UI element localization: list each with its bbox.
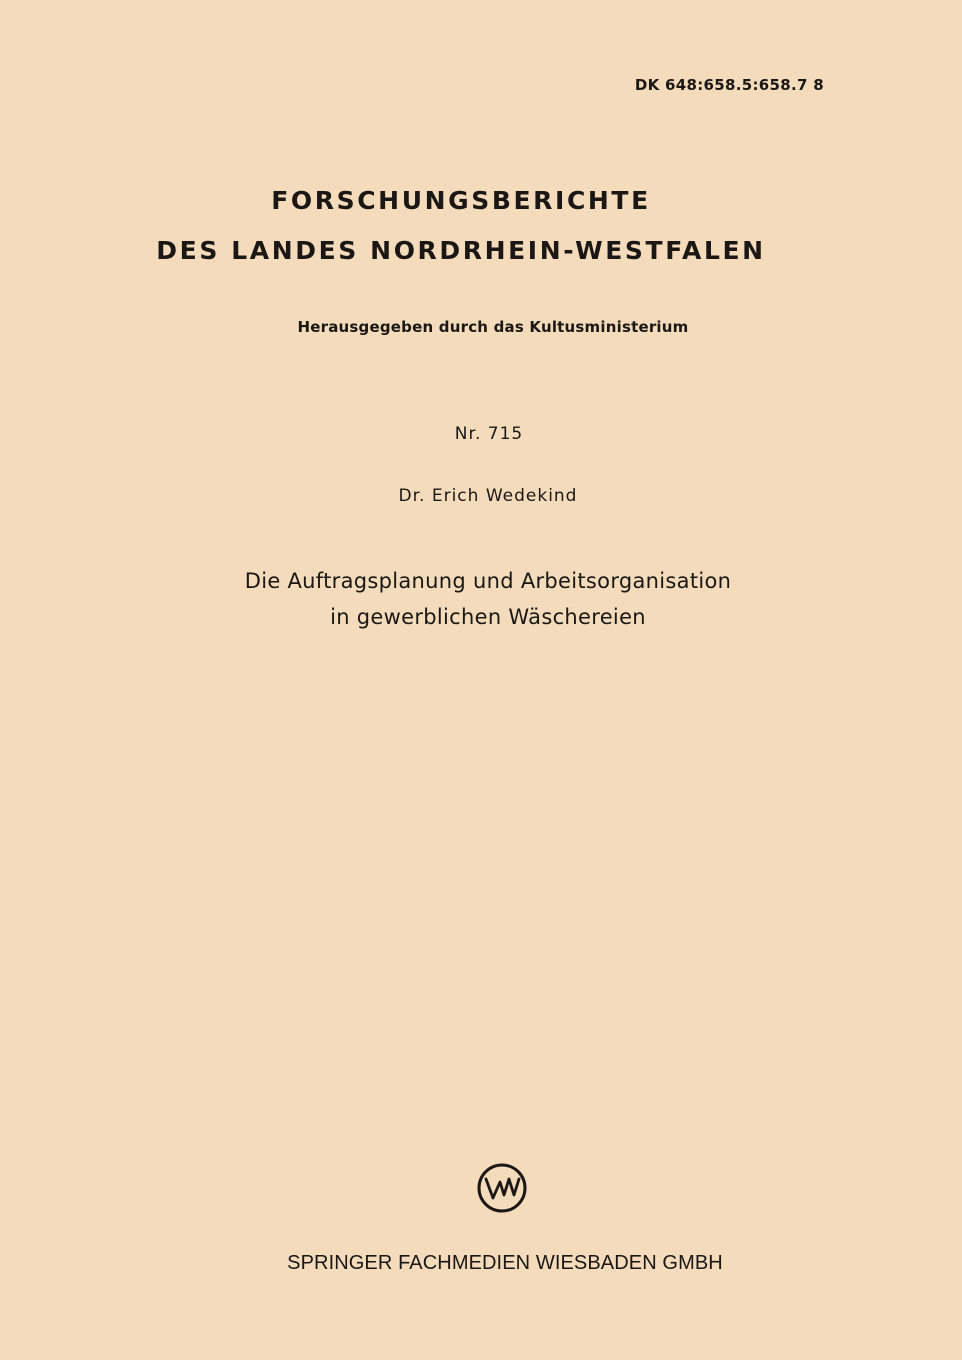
publisher-imprint: SPRINGER FACHMEDIEN WIESBADEN GMBH [287,1252,723,1274]
classification-code: DK 648:658.5:658.7 8 [634,76,824,94]
editor-note: Herausgegeben durch das Kultusministerium [297,318,689,336]
publisher-logo-icon [476,1162,528,1214]
series-title-line-2: DES LANDES NORDRHEIN-WESTFALEN [156,236,766,265]
author-name: Dr. Erich Wedekind [398,486,578,506]
book-title-line-2: in gewerblichen Wäschereien [330,605,646,629]
book-title-line-1: Die Auftragsplanung und Arbeitsorganisation [244,569,732,593]
report-number: Nr. 715 [454,424,524,444]
series-title-line-1: FORSCHUNGSBERICHTE [271,186,651,215]
